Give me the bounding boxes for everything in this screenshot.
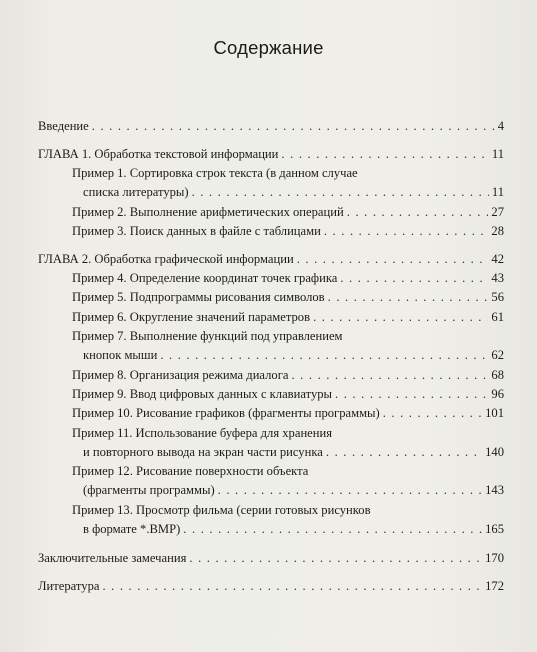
- toc-entry-label: Введение: [38, 119, 89, 133]
- toc-entry-intro: [38, 117, 504, 136]
- toc-entry-example-11: [72, 443, 504, 462]
- toc-entry-literature: [38, 577, 504, 596]
- toc-entry-label: Пример 2. Выполнение арифметических операций: [72, 205, 344, 219]
- toc-entry-label: Пример 6. Округление значений параметров: [72, 310, 311, 324]
- leader-dots: [324, 222, 489, 241]
- toc-entry-example-5: [72, 288, 504, 307]
- toc-entry-page: 43: [491, 271, 504, 285]
- toc-entry-example-4: [72, 269, 504, 288]
- toc-entry-example-12: [72, 481, 504, 500]
- toc-entry-label: Пример 10. Рисование графиков (фрагменты программы): [72, 406, 380, 420]
- toc-entry-page: 165: [485, 522, 504, 536]
- leader-dots: [291, 366, 488, 385]
- leader-dots: [192, 183, 489, 202]
- toc-entry-example-13: [72, 520, 504, 539]
- toc-entry-chapter-1: [38, 145, 504, 164]
- leader-dots: [92, 117, 495, 136]
- toc-entry-page: 62: [491, 348, 504, 362]
- toc-entry-label: Пример 12. Рисование поверхности объекта: [72, 464, 309, 478]
- toc-entry-label: Пример 13. Просмотр фильма (серии готовых рисунков: [72, 503, 371, 517]
- leader-dots: [160, 346, 488, 365]
- leader-dots: [340, 269, 488, 288]
- toc-entry-label: Пример 7. Выполнение функций под управлением: [72, 329, 343, 343]
- toc-entry-page: 27: [491, 205, 504, 219]
- toc-entry-page: 61: [491, 310, 504, 324]
- leader-dots: [335, 385, 488, 404]
- leader-dots: [281, 145, 488, 164]
- toc-entry-example-7: [72, 346, 504, 365]
- toc-entry-page: 101: [485, 406, 504, 420]
- toc-entry-label: Заключительные замечания: [38, 551, 187, 565]
- toc-entry-example-10: [72, 404, 504, 423]
- toc-entry-page: 56: [491, 290, 504, 304]
- toc-entry-label: Пример 1. Сортировка строк текста (в данном случае: [72, 166, 358, 180]
- toc-entry-example-1: [72, 183, 504, 202]
- page-title: Содержание: [213, 37, 324, 58]
- toc-entry-page: 11: [491, 185, 504, 199]
- toc-entry-example-6: [72, 308, 504, 327]
- leader-dots: [347, 203, 489, 222]
- toc-entry-chapter-2: [38, 250, 504, 269]
- toc-entry-page: 4: [497, 119, 504, 133]
- toc-entry-page: 11: [491, 147, 504, 161]
- toc-entry-page: 28: [491, 224, 504, 238]
- toc-entry-label: Пример 4. Определение координат точек графика: [72, 271, 338, 285]
- toc-entry-label: Литература: [38, 579, 100, 593]
- toc-entry-label-continued: (фрагменты программы): [83, 483, 215, 497]
- leader-dots: [326, 443, 482, 462]
- leader-dots: [183, 520, 482, 539]
- toc-entry-page: 170: [485, 551, 504, 565]
- toc-entry-label: Пример 3. Поиск данных в файле с таблицами: [72, 224, 321, 238]
- toc-entry-label-continued: списка литературы): [83, 185, 189, 199]
- toc-entry-label-continued: кнопок мыши: [83, 348, 158, 362]
- leader-dots: [313, 308, 488, 327]
- toc-entry-example-3: [72, 222, 504, 241]
- toc-entry-conclusion: [38, 549, 504, 568]
- toc-entry-label-continued: в формате *.BMP): [83, 522, 181, 536]
- leader-dots: [102, 577, 482, 596]
- toc-entry-label: ГЛАВА 1. Обработка текстовой информации: [38, 147, 279, 161]
- toc-entry-page: 140: [485, 445, 504, 459]
- toc-entry-page: 68: [491, 368, 504, 382]
- leader-dots: [218, 481, 482, 500]
- leader-dots: [328, 288, 489, 307]
- toc-entry-page: 172: [485, 579, 504, 593]
- leader-dots: [189, 549, 482, 568]
- toc-entry-label-continued: и повторного вывода на экран части рисунка: [83, 445, 323, 459]
- toc-entry-page: 42: [491, 252, 504, 266]
- toc-entry-page: 143: [485, 483, 504, 497]
- toc-entry-label: Пример 5. Подпрограммы рисования символов: [72, 290, 325, 304]
- toc-entry-example-9: [72, 385, 504, 404]
- toc-entry-label: ГЛАВА 2. Обработка графической информации: [38, 252, 294, 266]
- toc-entry-label: Пример 11. Использование буфера для хранения: [72, 426, 333, 440]
- toc-entry-label: Пример 9. Ввод цифровых данных с клавиатуры: [72, 387, 333, 401]
- toc-entry-example-2: [72, 203, 504, 222]
- toc-entry-example-8: [72, 366, 504, 385]
- leader-dots: [297, 250, 489, 269]
- leader-dots: [383, 404, 482, 423]
- toc-entry-page: 96: [491, 387, 504, 401]
- toc-entry-label: Пример 8. Организация режима диалога: [72, 368, 289, 382]
